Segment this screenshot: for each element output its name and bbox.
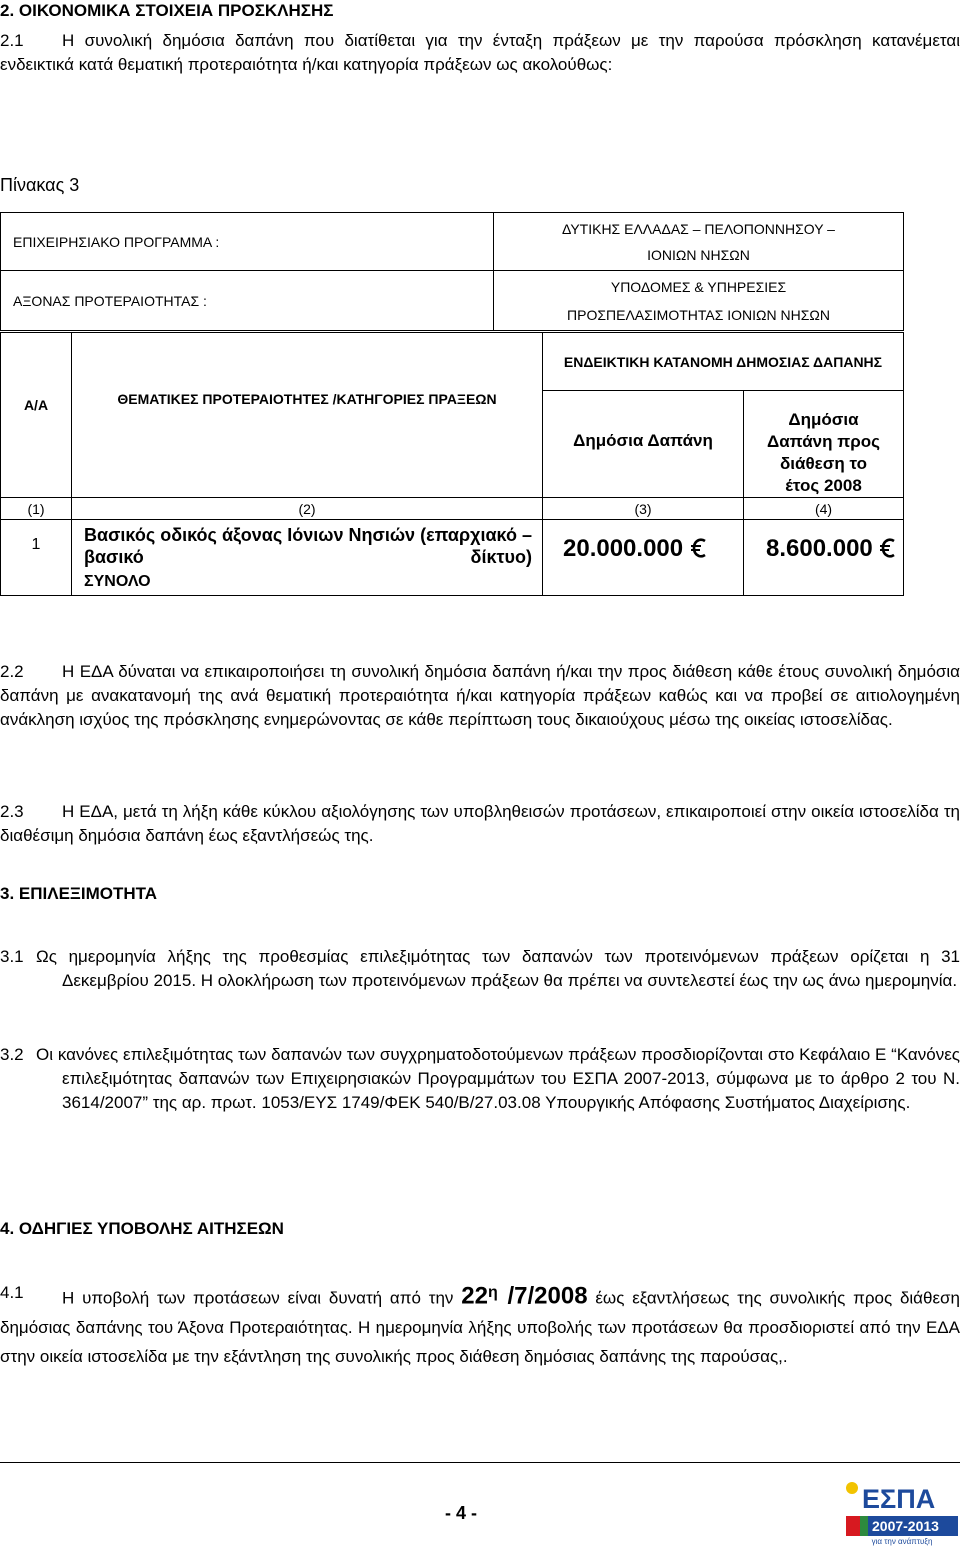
op-value [494, 213, 904, 271]
value-public: 20.000.000 [563, 535, 690, 562]
paragraph-number: 2.3 [0, 802, 24, 821]
axis-value [494, 271, 904, 331]
footer-divider [0, 1462, 960, 1463]
value-public-cell [543, 520, 744, 596]
paragraph-3-1 [0, 945, 960, 993]
allocation-table [0, 332, 904, 596]
paragraph-2-2 [0, 660, 960, 732]
paragraph-number: 3.1 [0, 947, 24, 966]
logo-years: 2007-2013 [872, 1518, 939, 1534]
paragraph-text: Η συνολική δημόσια δαπάνη που διατίθεται για την ένταξη πράξεων με την παρούσα πρόσκληση κατανέμεται ενδεικτικά κατά θεματική προτεραιότητα ή/και κατηγορία πράξεων ως ακολούθως: [0, 31, 960, 74]
espa-logo-graphic [842, 1480, 960, 1546]
axis-value-line2: ΠΡΟΣΠΕΛΑΣΙΜΟΤΗΤΑΣ ΙΟΝΙΩΝ ΝΗΣΩΝ [567, 306, 830, 323]
section-3-heading: 3. ΕΠΙΛΕΞΙΜΟΤΗΤΑ [0, 884, 158, 903]
page-number: - 4 - [445, 1503, 478, 1523]
total-label: ΣΥΝΟΛΟ [84, 573, 151, 590]
euro-symbol-icon [690, 538, 706, 558]
col-themes-header: ΘΕΜΑΤΙΚΕΣ ΠΡΟΤΕΡΑΙΟΤΗΤΕΣ /ΚΑΤΗΓΟΡΙΕΣ ΠΡΑΞΕΩΝ [72, 333, 543, 498]
paragraph-text: Ως ημερομηνία λήξης της προθεσμίας επιλεξιμότητας των δαπανών των προτεινόμενων πράξεων ορίζεται η 31 Δεκεμβρίου 2015. Η ολοκλήρωση των προτεινόμενων πράξεων θα πρέπει να συντελεστεί έως την ως άνω ημερομηνία. [36, 947, 960, 990]
paragraph-2-1 [0, 29, 960, 77]
paragraph-text [0, 1278, 960, 1371]
paragraph-text-pre: Η υποβολή των προτάσεων είναι δυνατή από την [62, 1288, 462, 1308]
col-public-header: Δημόσια Δαπάνη [543, 391, 744, 498]
paragraph-2-3 [0, 800, 960, 848]
start-date-day: 22 [461, 1282, 488, 1310]
paragraph-text-post: έως εξαντλήσεως της συνολικής προς διάθεση δημόσιας δαπάνης του Άξονα Προτεραιότητας. Η ημερομηνία λήξης υποβολής των προτάσεων θα προσδιοριστεί από την ΕΔΑ στην οικεία ιστοσελίδα με την εξάντληση της συνολικής προς διάθεση δημόσιας δαπάνης της παρούσας,. [0, 1288, 960, 1366]
start-date-rest: /7/2008 [497, 1282, 588, 1310]
axis-label: ΑΞΟΝΑΣ ΠΡΟΤΕΡΑΙΟΤΗΤΑΣ : [1, 271, 494, 331]
col-available-header: Δημόσια Δαπάνη προς διάθεση το έτος 2008 [744, 391, 904, 498]
col-aa-header: Α/Α [1, 333, 72, 498]
paragraph-number: 2.1 [0, 31, 24, 50]
espa-logo [842, 1480, 960, 1546]
op-value-line1: ΔΥΤΙΚΗΣ ΕΛΛΑΔΑΣ – ΠΕΛΟΠΟΝΝΗΣΟΥ – [562, 220, 835, 237]
section-4-heading: 4. ΟΔΗΓΙΕΣ ΥΠΟΒΟΛΗΣ ΑΙΤΗΣΕΩΝ [0, 1219, 284, 1238]
logo-slogan: για την ανάπτυξη [871, 1537, 933, 1546]
start-date-sup: η [487, 1284, 498, 1301]
paragraph-4-1 [0, 1278, 960, 1371]
allocation-group-header: ΕΝΔΕΙΚΤΙΚΗ ΚΑΤΑΝΟΜΗ ΔΗΜΟΣΙΑΣ ΔΑΠΑΝΗΣ [543, 333, 904, 391]
index-1: (1) [1, 498, 72, 520]
paragraph-text: Η ΕΔΑ, μετά τη λήξη κάθε κύκλου αξιολόγησης των υποβληθεισών προτάσεων, επικαιροποιεί στην οικεία ιστοσελίδα τη διαθέσιμη δημόσια δαπάνη έως εξαντλήσεώς της. [0, 802, 960, 845]
section-2-heading: 2. ΟΙΚΟΝΟΜΙΚΑ ΣΤΟΙΧΕΙΑ ΠΡΟΣΚΛΗΣΗΣ [0, 1, 334, 20]
index-4: (4) [744, 498, 904, 520]
paragraph-3-2 [0, 1043, 960, 1115]
axis-value-line1: ΥΠΟΔΟΜΕΣ & ΥΠΗΡΕΣΙΕΣ [610, 278, 787, 295]
row-theme-cell [72, 520, 543, 596]
paragraph-number: 3.2 [0, 1045, 24, 1064]
paragraph-text: Οι κανόνες επιλεξιμότητας των δαπανών των συγχρηματοδοτούμενων πράξεων προσδιορίζονται στο Κεφάλαιο Ε “Κανόνες επιλεξιμότητας δαπανών των Επιχειρησιακών Προγραμμάτων του ΕΣΠΑ 2007-2013, σύμφωνα με το άρθρο 2 του Ν. 3614/2007” της αρ. πρωτ. 1053/ΕΥΣ 1749/ΦΕΚ 540/Β/27.03.08 Υπουργικής Απόφασης Συστήματος Διαχείρισης. [36, 1045, 960, 1112]
op-value-line2: ΙΟΝΙΩΝ ΝΗΣΩΝ [647, 246, 750, 263]
row-theme-text: Βασικός οδικός άξονας Ιόνιων Νησιών (επαρχιακό – βασικό δίκτυο) [84, 525, 532, 567]
paragraph-text: Η ΕΔΑ δύναται να επικαιροποιήσει τη συνολική δημόσια δαπάνη ή/και την προς διάθεση κάθε έτους συνολική δημόσια δαπάνη με ανακατανομή της ανά θεματική προτεραιότητα ή/και κατηγορία πράξεων καθώς και να προβεί σε αιτιολογημένη ανάκληση ισχύος της πρόσκλησης ενημερώνοντας σε κάθε περίπτωση τους δικαιούχους μέσω της οικείας ιστοσελίδας. [0, 662, 960, 729]
index-3: (3) [543, 498, 744, 520]
value-available: 8.600.000 [766, 535, 880, 562]
logo-sun-icon [846, 1482, 858, 1494]
euro-symbol-icon [879, 538, 895, 558]
logo-red-mark [846, 1516, 860, 1536]
value-available-cell [744, 520, 904, 596]
index-2: (2) [72, 498, 543, 520]
paragraph-number: 2.2 [0, 662, 24, 681]
program-table [0, 212, 904, 331]
logo-green-mark [860, 1516, 868, 1536]
logo-text: ΕΣΠΑ [862, 1484, 936, 1514]
paragraph-number: 4.1 [0, 1283, 24, 1302]
table-title: Πίνακας 3 [0, 175, 80, 195]
op-label: ΕΠΙΧΕΙΡΗΣΙΑΚΟ ΠΡΟΓΡΑΜΜΑ : [1, 213, 494, 271]
row-number: 1 [1, 520, 72, 596]
